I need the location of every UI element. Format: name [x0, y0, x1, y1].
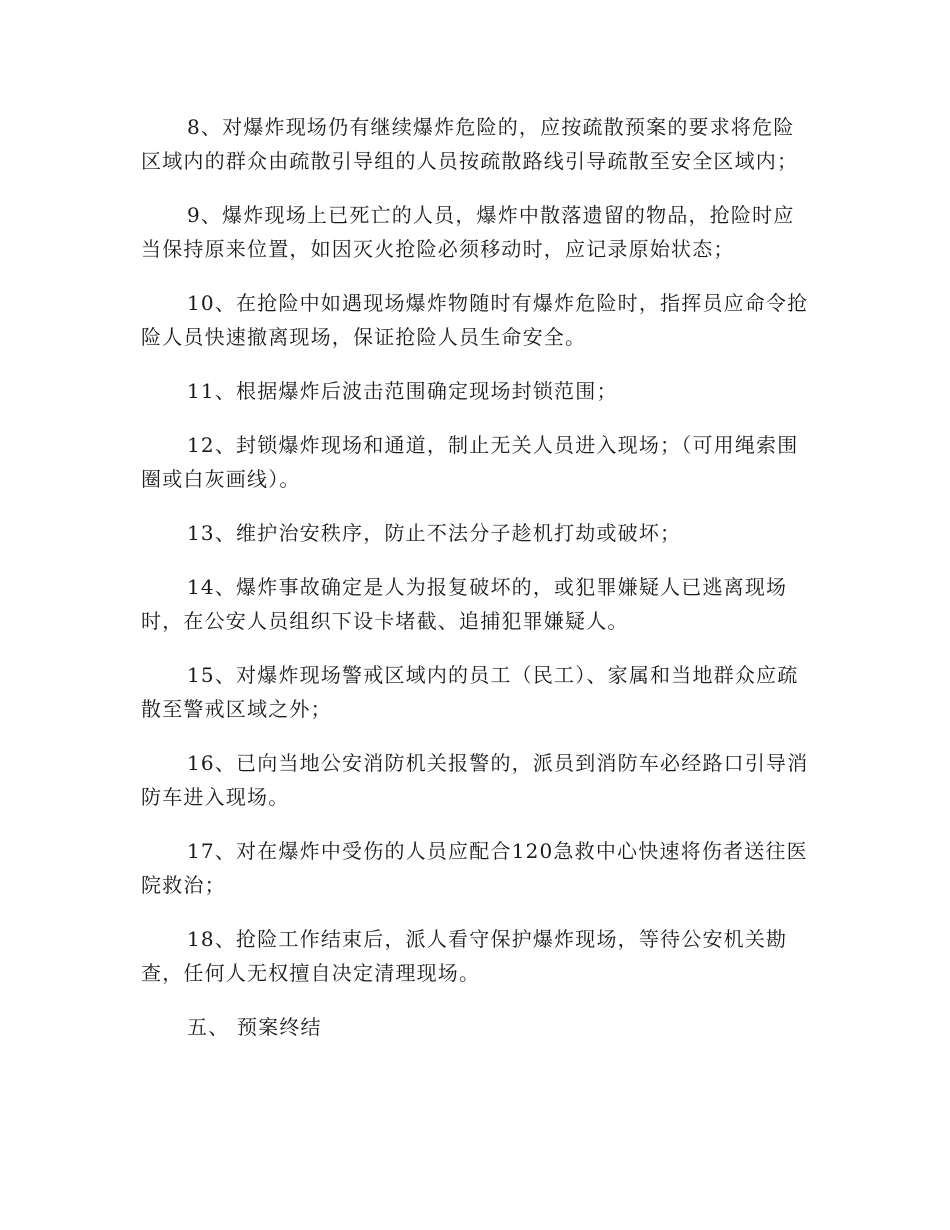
paragraph-item-10: 10、在抢险中如遇现场爆炸物随时有爆炸危险时，指挥员应命令抢险人员快速撤离现场，保证抢险人员生命安全。: [141, 291, 809, 349]
paragraph-item-12: 12、封锁爆炸现场和通道，制止无关人员进入现场；（可用绳索围圈或白灰画线）。: [141, 433, 799, 491]
paragraph-item-8: 8、对爆炸现场仍有继续爆炸危险的，应按疏散预案的要求将危险区域内的群众由疏散引导组的人员按疏散路线引导疏散至安全区域内；: [141, 115, 799, 173]
document-body: [141, 110, 809, 1064]
paragraph-item-11: 11、根据爆炸后波击范围确定现场封锁范围；: [187, 379, 618, 403]
paragraph-item-17: 17、对在爆炸中受伤的人员应配合120急救中心快速将伤者送往医院救治；: [141, 839, 808, 897]
paragraph-item-15: 15、对爆炸现场警戒区域内的员工（民工）、家属和当地群众应疏散至警戒区域之外；: [141, 663, 799, 721]
section-heading: 五、 预案终结: [187, 1015, 322, 1039]
paragraph-item-18: 18、抢险工作结束后，派人看守保护爆炸现场，等待公安机关勘查，任何人无权擅自决定清理现场。: [141, 927, 788, 985]
paragraph-item-16: 16、已向当地公安消防机关报警的，派员到消防车必经路口引导消防车进入现场。: [141, 751, 809, 809]
paragraph-item-13: 13、维护治安秩序，防止不法分子趁机打劫或破坏；: [187, 521, 682, 545]
paragraph-item-14: 14、爆炸事故确定是人为报复破坏的，或犯罪嫌疑人已逃离现场时，在公安人员组织下设卡堵截、追捕犯罪嫌疑人。: [141, 575, 788, 633]
paragraph-item-9: 9、爆炸现场上已死亡的人员，爆炸中散落遗留的物品，抢险时应当保持原来位置，如因灭火抢险必须移动时，应记录原始状态；: [141, 203, 795, 261]
